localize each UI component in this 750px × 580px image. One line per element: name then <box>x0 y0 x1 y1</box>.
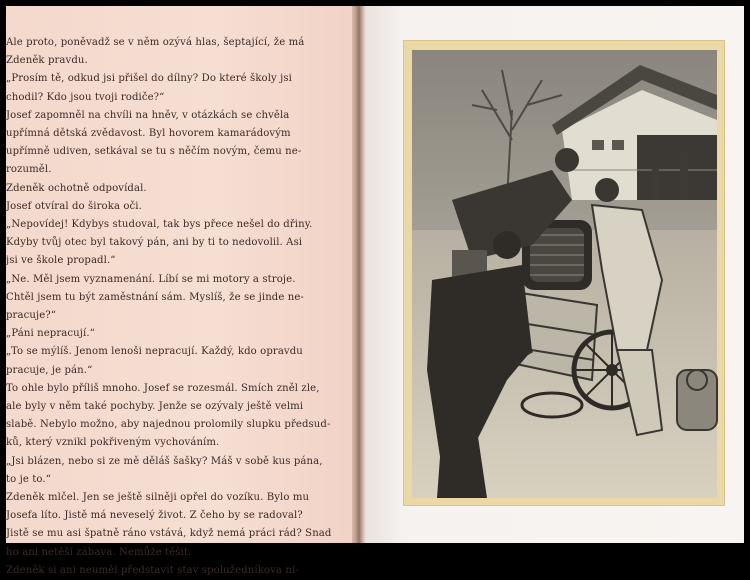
text-line: „Ne. Měl jsem vyznamenání. Líbí se mi motory a stroje. <box>6 273 296 285</box>
pipe-fittings <box>677 370 717 430</box>
text-line: Josefa líto. Jistě má neveselý život. Z čeho by se radoval? <box>6 510 303 522</box>
text-line: „Prosím tě, odkud jsi přišel do dílny? Do které školy jsi <box>6 73 293 85</box>
text-line: „Páni nepracují.“ <box>6 328 95 340</box>
body-text <box>6 34 332 580</box>
text-line: Jistě se mu asi špatně ráno vstává, když nemá práci rád? Snad <box>6 528 332 540</box>
text-line: ků, který vznikl pokřiveným vychováním. <box>6 437 220 449</box>
text-line: „Jsi blázen, nebo si ze mě děláš šašky? Máš v sobě kus pána, <box>6 455 323 467</box>
left-page <box>6 6 355 576</box>
text-line: slabě. Nebylo možno, aby najednou prolomily slupku předsud- <box>6 419 331 431</box>
text-line: ale byly v něm také pochyby. Jenže se ozývaly ještě velmi <box>6 401 304 413</box>
book-gutter <box>352 6 366 543</box>
text-line: jsi ve škole propadl.“ <box>6 255 116 267</box>
text-line: Josef otvíral do široka oči. <box>6 200 142 212</box>
text-line: rozuměl. <box>6 164 52 176</box>
text-line: Ale proto, poněvadž se v něm ozývá hlas, šeptající, že má <box>6 37 305 48</box>
text-line: „Nepovídej! Kdybys studoval, tak bys přece nešel do dřiny. <box>6 219 313 231</box>
text-line: upřímná dětská zvědavost. Byl hovorem kamarádovým <box>6 128 291 140</box>
text-line: Zdeněk pravdu. <box>6 55 88 67</box>
text-line: Zdeněk ochotně odpovídal. <box>6 182 147 194</box>
text-line: Zdeněk mlčel. Jen se ještě silněji opřel do vozíku. Bylo mu <box>6 492 310 504</box>
text-line: Chtěl jsem tu být zaměstnání sám. Myslíš, že se jinde ne- <box>6 291 304 303</box>
text-line: pracuje?“ <box>6 310 57 322</box>
text-line: Kdyby tvůj otec byl takový pán, ani by ti to nedovolil. Asi <box>6 237 303 249</box>
text-line: pracuje, je pán.“ <box>6 364 93 376</box>
text-line: Josef zapomněl na chvíli na hněv, v otázkách se chvěla <box>6 109 290 121</box>
text-line: „To se mýlíš. Jenom lenoši nepracují. Každý, kdo opravdu <box>6 346 303 358</box>
illustration-plate <box>412 50 717 498</box>
text-line: chodil? Kdo jsou tvoji rodiče?“ <box>6 91 165 103</box>
text-line: upřímně udiven, setkával se tu s něčím novým, čemu ne- <box>6 146 302 158</box>
text-line: To ohle bylo příliš mnoho. Josef se rozesmál. Smích zněl zle, <box>6 382 320 394</box>
text-line: to je to.“ <box>6 473 51 485</box>
illustration-drawing <box>412 50 717 498</box>
text-line: ho ani netěší zábava. Nemůže těšit. <box>6 546 192 558</box>
text-line: Zdeněk si ani neuměl představit stav spolužedníkova ni- <box>6 564 299 576</box>
